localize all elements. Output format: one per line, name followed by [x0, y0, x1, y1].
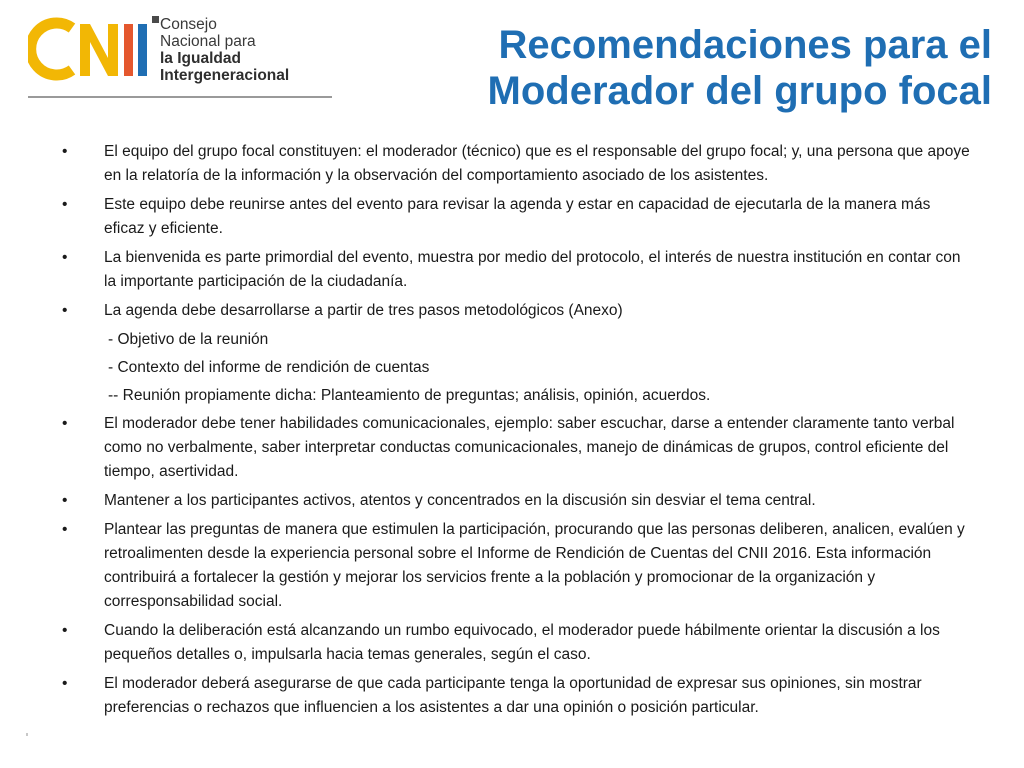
slide-title-line-1: Recomendaciones para el: [498, 23, 992, 67]
list-item: • Plantear las preguntas de manera que estimulen la participación, procurando que las personas deliberen, analicen, evalúen y retroalimenten desde la experiencia personal sobre el Informe de Rendición de Cuentas del CNII 2016. Esta información contribuirá a fortalecer la gestión y mejorar los servicios frente a la población y promocionar de la organización y corresponsabilidad social.: [60, 518, 975, 614]
recommendation-list: [60, 140, 975, 720]
slide-title-line-2: Moderador del grupo focal: [487, 69, 992, 113]
list-item: • El moderador deberá asegurarse de que cada participante tenga la oportunidad de expresar sus opiniones, sin mostrar preferencias o rechazos que influencien a los asistentes a dar una opinión o posición particular.: [60, 672, 975, 720]
cnii-logo: [28, 14, 334, 98]
sub-list-item: -- Reunión propiamente dicha: Planteamiento de preguntas; análisis, opinión, acuerdos.: [108, 387, 711, 404]
sub-list-item: - Contexto del informe de rendición de cuentas: [108, 359, 430, 376]
list-item: • Este equipo debe reunirse antes del evento para revisar la agenda y estar en capacidad de ejecutarla de la manera más eficaz y eficiente.: [60, 193, 975, 241]
cnii-logo-mark-icon: [28, 14, 160, 84]
logo-line-3: la Igualdad: [160, 50, 241, 67]
sub-list-item: - Objetivo de la reunión: [108, 331, 269, 348]
slide-title: [352, 22, 992, 114]
list-item: • El equipo del grupo focal constituyen: el moderador (técnico) que es el responsable del grupo focal; y, una persona que apoye en la relatoría de la información y la observación del comportamiento asociado de los asistentes.: [60, 140, 975, 188]
list-item: • El moderador debe tener habilidades comunicacionales, ejemplo: saber escuchar, darse a entender claramente tanto verbal como no verbalmente, saber interpretar conductas comunicacionales, manejo de dinámicas de grupos, control eficiente del tiempo, asertividad.: [60, 412, 975, 484]
logo-line-1: Consejo: [160, 16, 217, 33]
logo-divider: [28, 96, 332, 98]
list-item: • Mantener a los participantes activos, atentos y concentrados en la discusión sin desviar el tema central.: [60, 489, 975, 513]
list-item: • La bienvenida es parte primordial del evento, muestra por medio del protocolo, el interés de nuestra institución en contar con la importante participación de la ciudadanía.: [60, 246, 975, 294]
logo-line-4: Intergeneracional: [160, 67, 290, 84]
logo-wordmark: [160, 16, 289, 84]
logo-line-2: Nacional para: [160, 33, 256, 50]
slide-body: [60, 140, 975, 725]
slide-corner-mark: [26, 733, 28, 736]
list-item: • La agenda debe desarrollarse a partir de tres pasos metodológicos (Anexo): [60, 299, 975, 323]
list-item: • Cuando la deliberación está alcanzando un rumbo equivocado, el moderador puede hábilmente orientar la discusión a los pequeños detalles o, impulsarla hacia temas generales, según el caso.: [60, 619, 975, 667]
